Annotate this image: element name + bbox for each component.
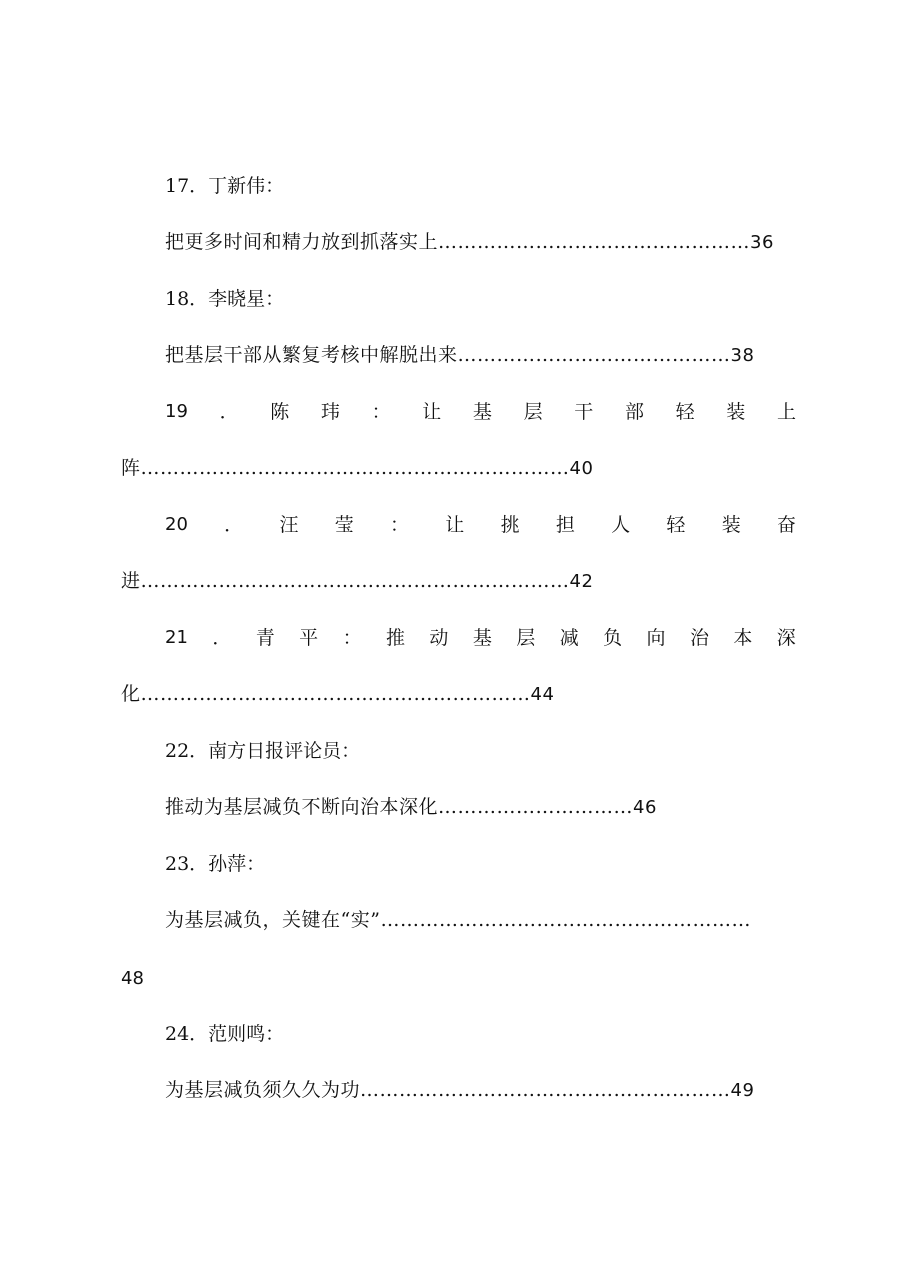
toc-heading-char: 深 xyxy=(776,627,796,649)
toc-heading-char: 21 xyxy=(165,627,188,648)
toc-page-number: 42 xyxy=(569,571,594,592)
toc-leader: ………………………………………………………… xyxy=(140,457,570,479)
toc-page-number: 36 xyxy=(750,232,774,253)
toc-heading-char: 人 xyxy=(611,514,631,536)
toc-heading-char: 推 xyxy=(386,627,406,649)
toc-heading-char: 基 xyxy=(472,627,492,649)
toc-entry-19-continuation[interactable] xyxy=(121,456,593,481)
toc-heading-char: 装 xyxy=(726,401,746,423)
toc-leader: …………………………………………………… xyxy=(140,683,531,705)
toc-heading-char: 干 xyxy=(574,401,594,423)
toc-title: 推动为基层减负不断向治本深化 xyxy=(165,796,439,818)
toc-heading-19[interactable] xyxy=(165,400,796,424)
toc-heading-char: 轻 xyxy=(675,401,695,423)
toc-heading-char: 基 xyxy=(472,401,492,423)
toc-heading-char: 部 xyxy=(624,401,644,423)
toc-entry-24[interactable] xyxy=(165,1078,754,1103)
toc-title: 为基层减负，关键在“实” xyxy=(165,909,381,931)
toc-heading-char: ： xyxy=(342,627,362,649)
toc-leader: ………………………… xyxy=(438,796,634,818)
toc-heading-char: 动 xyxy=(429,627,449,649)
toc-page-number: 46 xyxy=(633,797,657,818)
toc-page-number: 38 xyxy=(730,345,755,366)
toc-heading-char: ． xyxy=(224,514,244,536)
toc-title: 阵 xyxy=(121,457,141,479)
toc-heading-18: 18．李晓星： xyxy=(165,288,285,310)
toc-heading-21[interactable] xyxy=(165,626,796,650)
toc-heading-char: 装 xyxy=(721,514,741,536)
toc-heading-char: 本 xyxy=(733,627,753,649)
toc-heading-char: 负 xyxy=(603,627,623,649)
toc-leader: ………………………………………………… xyxy=(360,1079,731,1101)
toc-heading-17: 17．丁新伟： xyxy=(165,175,285,197)
toc-leader: ………………………………………………… xyxy=(380,909,751,931)
toc-title: 化 xyxy=(121,683,141,705)
toc-page-number: 44 xyxy=(530,684,555,705)
toc-heading-char: 向 xyxy=(646,627,666,649)
toc-heading-char: ： xyxy=(390,514,410,536)
toc-heading-char: 汪 xyxy=(279,514,299,536)
toc-heading-char: 陈 xyxy=(270,401,290,423)
toc-entry-23-page[interactable] xyxy=(121,966,144,991)
toc-heading-char: 上 xyxy=(776,401,796,423)
toc-heading-char: ． xyxy=(212,627,232,649)
toc-heading-23: 23．孙萍： xyxy=(165,853,266,875)
toc-title: 把更多时间和精力放到抓落实上 xyxy=(165,231,439,253)
toc-title: 把基层干部从繁复考核中解脱出来 xyxy=(165,344,458,366)
toc-page-number: 48 xyxy=(121,968,144,989)
toc-title: 进 xyxy=(121,570,141,592)
toc-leader: ………………………………………………………… xyxy=(140,570,570,592)
toc-leader: ………………………………………… xyxy=(438,231,751,253)
toc-entry-22[interactable] xyxy=(165,795,657,820)
toc-heading-char: 挑 xyxy=(500,514,520,536)
toc-entry-23[interactable] xyxy=(165,908,751,932)
toc-heading-char: 层 xyxy=(516,627,536,649)
toc-heading-char: 莹 xyxy=(334,514,354,536)
toc-heading-char: ： xyxy=(371,401,391,423)
toc-entry-18[interactable] xyxy=(165,343,754,368)
toc-page-number: 40 xyxy=(569,458,594,479)
toc-heading-char: 20 xyxy=(165,514,188,535)
toc-heading-20[interactable] xyxy=(165,513,796,537)
toc-page-number: 49 xyxy=(730,1080,755,1101)
toc-entry-20-continuation[interactable] xyxy=(121,569,593,594)
toc-heading-char: 轻 xyxy=(666,514,686,536)
toc-heading-char: 担 xyxy=(555,514,575,536)
toc-entry-17[interactable] xyxy=(165,230,774,255)
toc-heading-char: 玮 xyxy=(320,401,340,423)
toc-title: 为基层减负须久久为功 xyxy=(165,1079,361,1101)
toc-heading-char: 平 xyxy=(299,627,319,649)
toc-heading-char: 19 xyxy=(165,401,188,422)
toc-heading-char: 层 xyxy=(523,401,543,423)
toc-heading-char: 青 xyxy=(255,627,275,649)
toc-heading-char: ． xyxy=(219,401,239,423)
toc-heading-char: 治 xyxy=(689,627,709,649)
toc-heading-22: 22．南方日报评论员： xyxy=(165,740,361,762)
toc-heading-char: 奋 xyxy=(776,514,796,536)
toc-leader: …………………………………… xyxy=(457,344,731,366)
toc-heading-char: 让 xyxy=(445,514,465,536)
toc-heading-char: 让 xyxy=(422,401,442,423)
toc-heading-char: 减 xyxy=(559,627,579,649)
toc-entry-21-continuation[interactable] xyxy=(121,682,554,707)
toc-heading-24: 24．范则鸣： xyxy=(165,1023,285,1045)
